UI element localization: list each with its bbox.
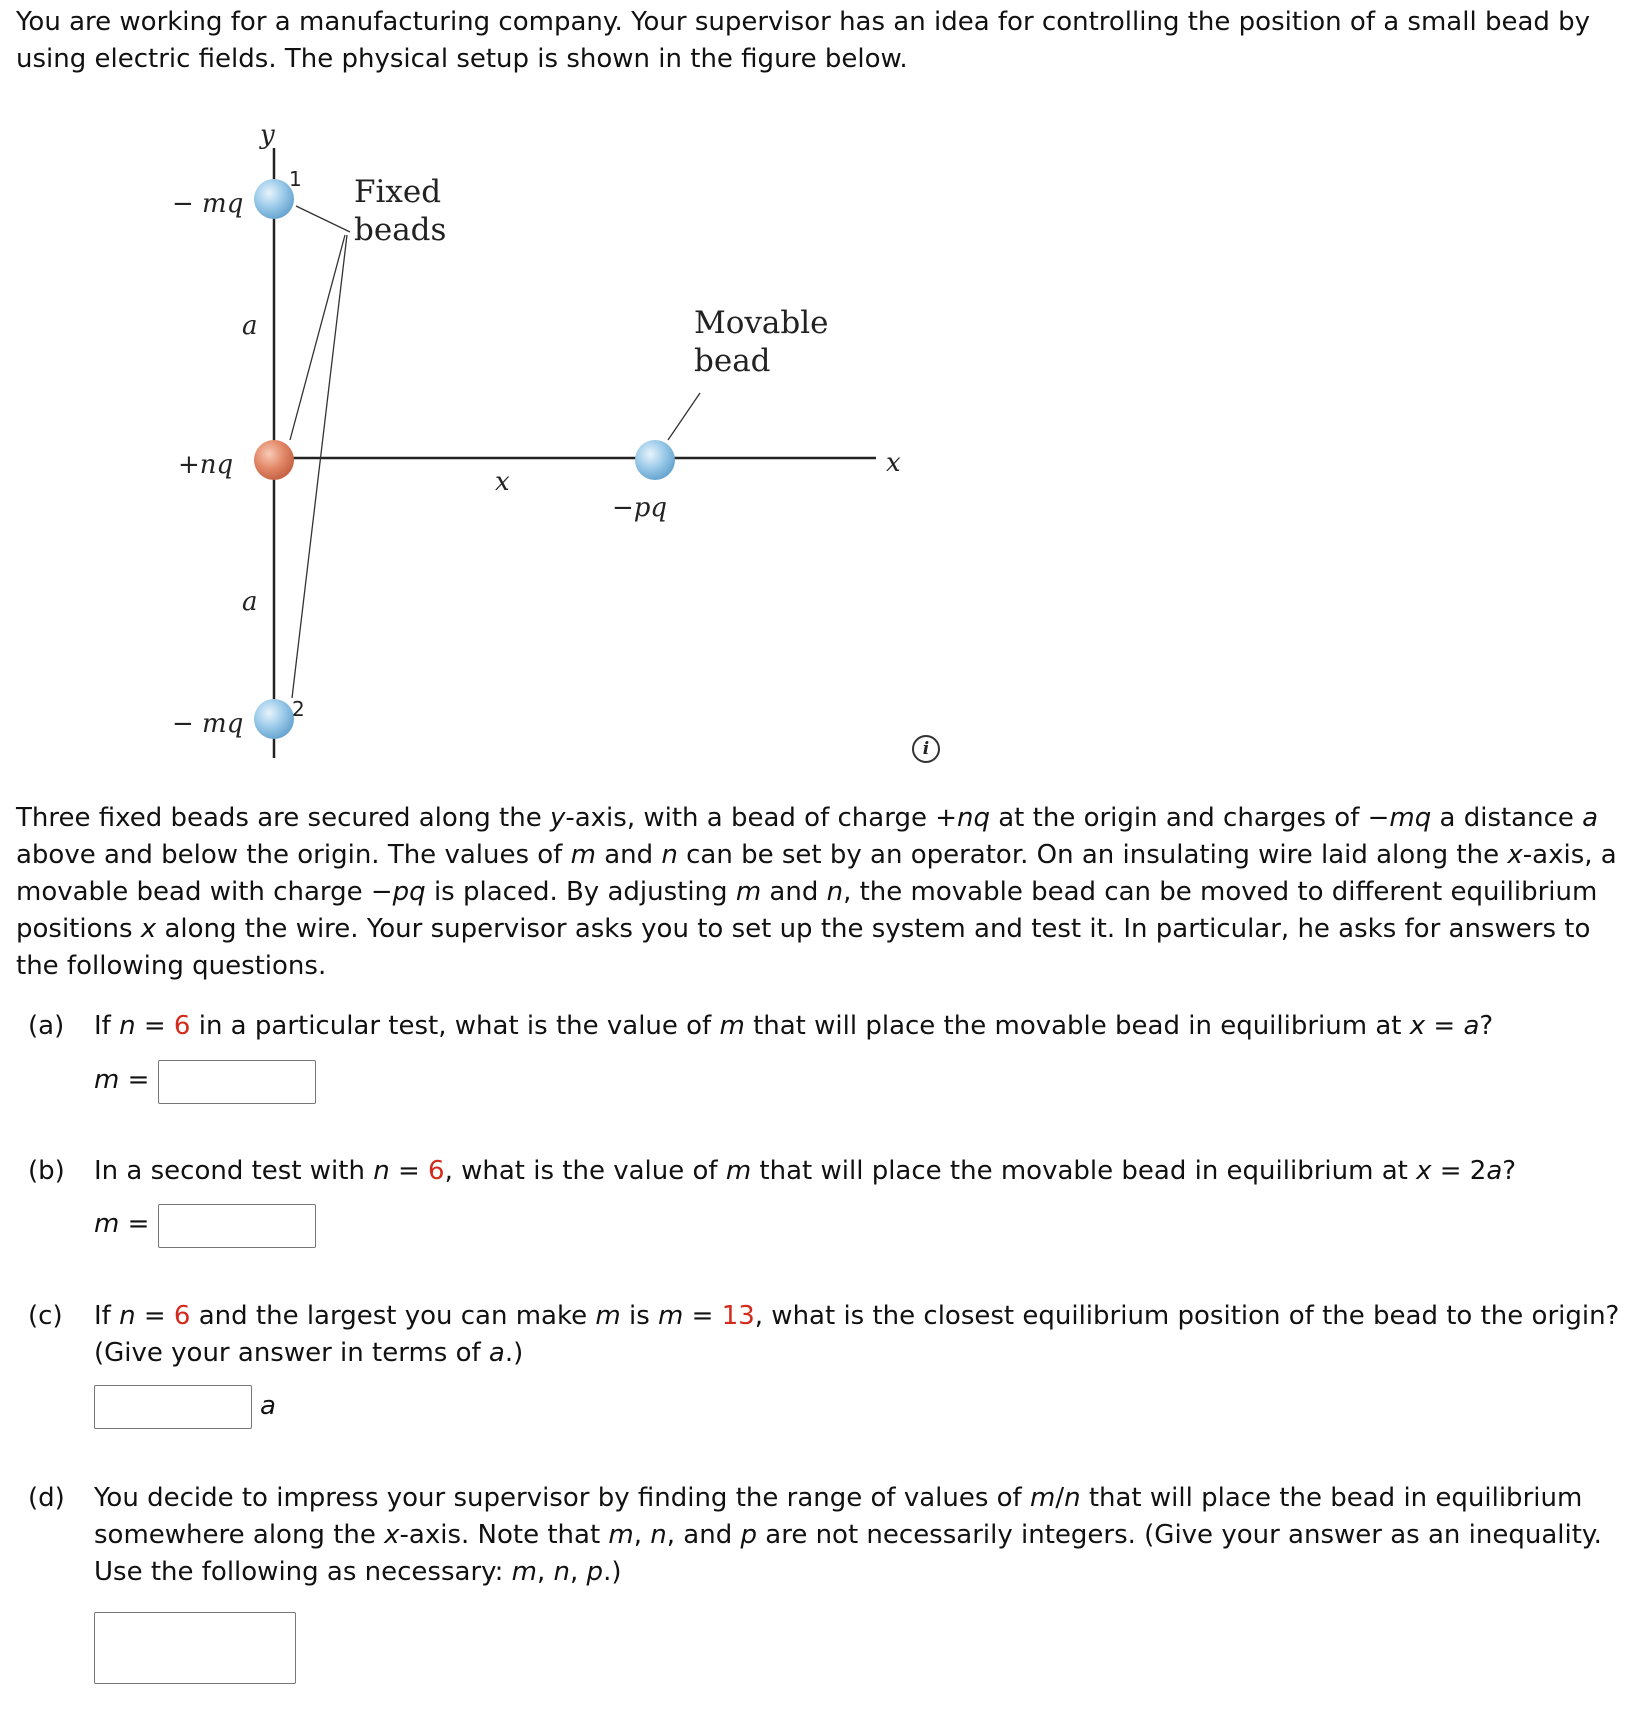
part-c-answer-input[interactable] <box>94 1385 252 1429</box>
part-d-line-1: You decide to impress your supervisor by finding the range of values of m/n that will place the bead in equilibrium <box>94 1483 1583 1513</box>
part-c-question: If n = 6 and the largest you can make m is m = 13, what is the closest equilibrium position of the bead to the origin? <box>94 1301 1620 1331</box>
bottom-fixed-bead <box>254 699 294 739</box>
part-b-answer-input[interactable] <box>158 1204 316 1248</box>
fixed-beads-label-line-2: beads <box>354 212 447 248</box>
movable-bead-label-line-2: bead <box>694 343 771 379</box>
marker-2: 2 <box>292 697 305 721</box>
intro-text <box>16 4 1636 78</box>
description-line-1: Three fixed beads are secured along the y-axis, with a bead of charge +nq at the origin and charges of −mq a distance a <box>16 803 1599 833</box>
part-d-line-3: Use the following as necessary: m, n, p.) <box>94 1557 622 1587</box>
part-c-unit-label: a <box>260 1391 276 1421</box>
part-b-question: In a second test with n = 6, what is the value of m that will place the movable bead in equilibrium at x = 2a? <box>94 1156 1517 1186</box>
top-charge-label: − mq <box>172 189 244 219</box>
leader-line-1 <box>296 206 350 232</box>
x-distance-label: x <box>495 467 510 497</box>
leader-line-movable <box>668 393 700 440</box>
leader-line-b <box>292 235 347 698</box>
intro-line-2: using electric fields. The physical setup is shown in the figure below. <box>16 44 908 74</box>
y-axis-label: y <box>260 120 275 150</box>
part-a-tag: (a) <box>28 1011 65 1041</box>
part-a-question: If n = 6 in a particular test, what is the value of m that will place the movable bead in equilibrium at x = a? <box>94 1011 1494 1041</box>
part-c-question-line-2: (Give your answer in terms of a.) <box>94 1338 524 1368</box>
description-line-3: movable bead with charge −pq is placed. By adjusting m and n, the movable bead can be moved to different equilibrium <box>16 877 1598 907</box>
part-d-answer-input[interactable] <box>94 1612 296 1684</box>
part-a-answer-label: m = <box>94 1065 150 1095</box>
movable-bead-label-line-1: Movable <box>694 305 829 341</box>
top-fixed-bead <box>254 179 294 219</box>
info-icon[interactable]: i <box>912 735 940 763</box>
description-line-4: positions x along the wire. Your supervisor asks you to set up the system and test it. In particular, he asks for answers to <box>16 914 1591 944</box>
physics-figure <box>0 100 960 790</box>
bottom-charge-label: − mq <box>172 709 244 739</box>
part-d-question <box>94 1480 1644 1591</box>
part-d-tag: (d) <box>28 1483 65 1513</box>
spacing-label-bottom: a <box>242 587 258 617</box>
problem-description <box>16 800 1646 985</box>
middle-charge-label: +nq <box>178 450 234 480</box>
middle-fixed-bead <box>254 440 294 480</box>
intro-line-1: You are working for a manufacturing company. Your supervisor has an idea for controlling the position of a small bead by <box>16 7 1591 37</box>
marker-1: 1 <box>289 167 302 191</box>
description-line-5: the following questions. <box>16 951 327 981</box>
part-c-tag: (c) <box>28 1301 63 1331</box>
movable-bead <box>635 440 675 480</box>
fixed-beads-label-line-1: Fixed <box>354 174 442 210</box>
movable-charge-label: −pq <box>612 493 668 523</box>
leader-line-a <box>290 235 345 440</box>
part-a-answer-input[interactable] <box>158 1060 316 1104</box>
spacing-label-top: a <box>242 311 258 341</box>
part-b-answer-label: m = <box>94 1209 150 1239</box>
x-axis-label: x <box>886 448 901 478</box>
part-b-tag: (b) <box>28 1156 65 1186</box>
part-d-line-2: somewhere along the x-axis. Note that m, n, and p are not necessarily integers. (Give your answer as an inequality. <box>94 1520 1602 1550</box>
description-line-2: above and below the origin. The values of m and n can be set by an operator. On an insulating wire laid along the x-axis, a <box>16 840 1617 870</box>
